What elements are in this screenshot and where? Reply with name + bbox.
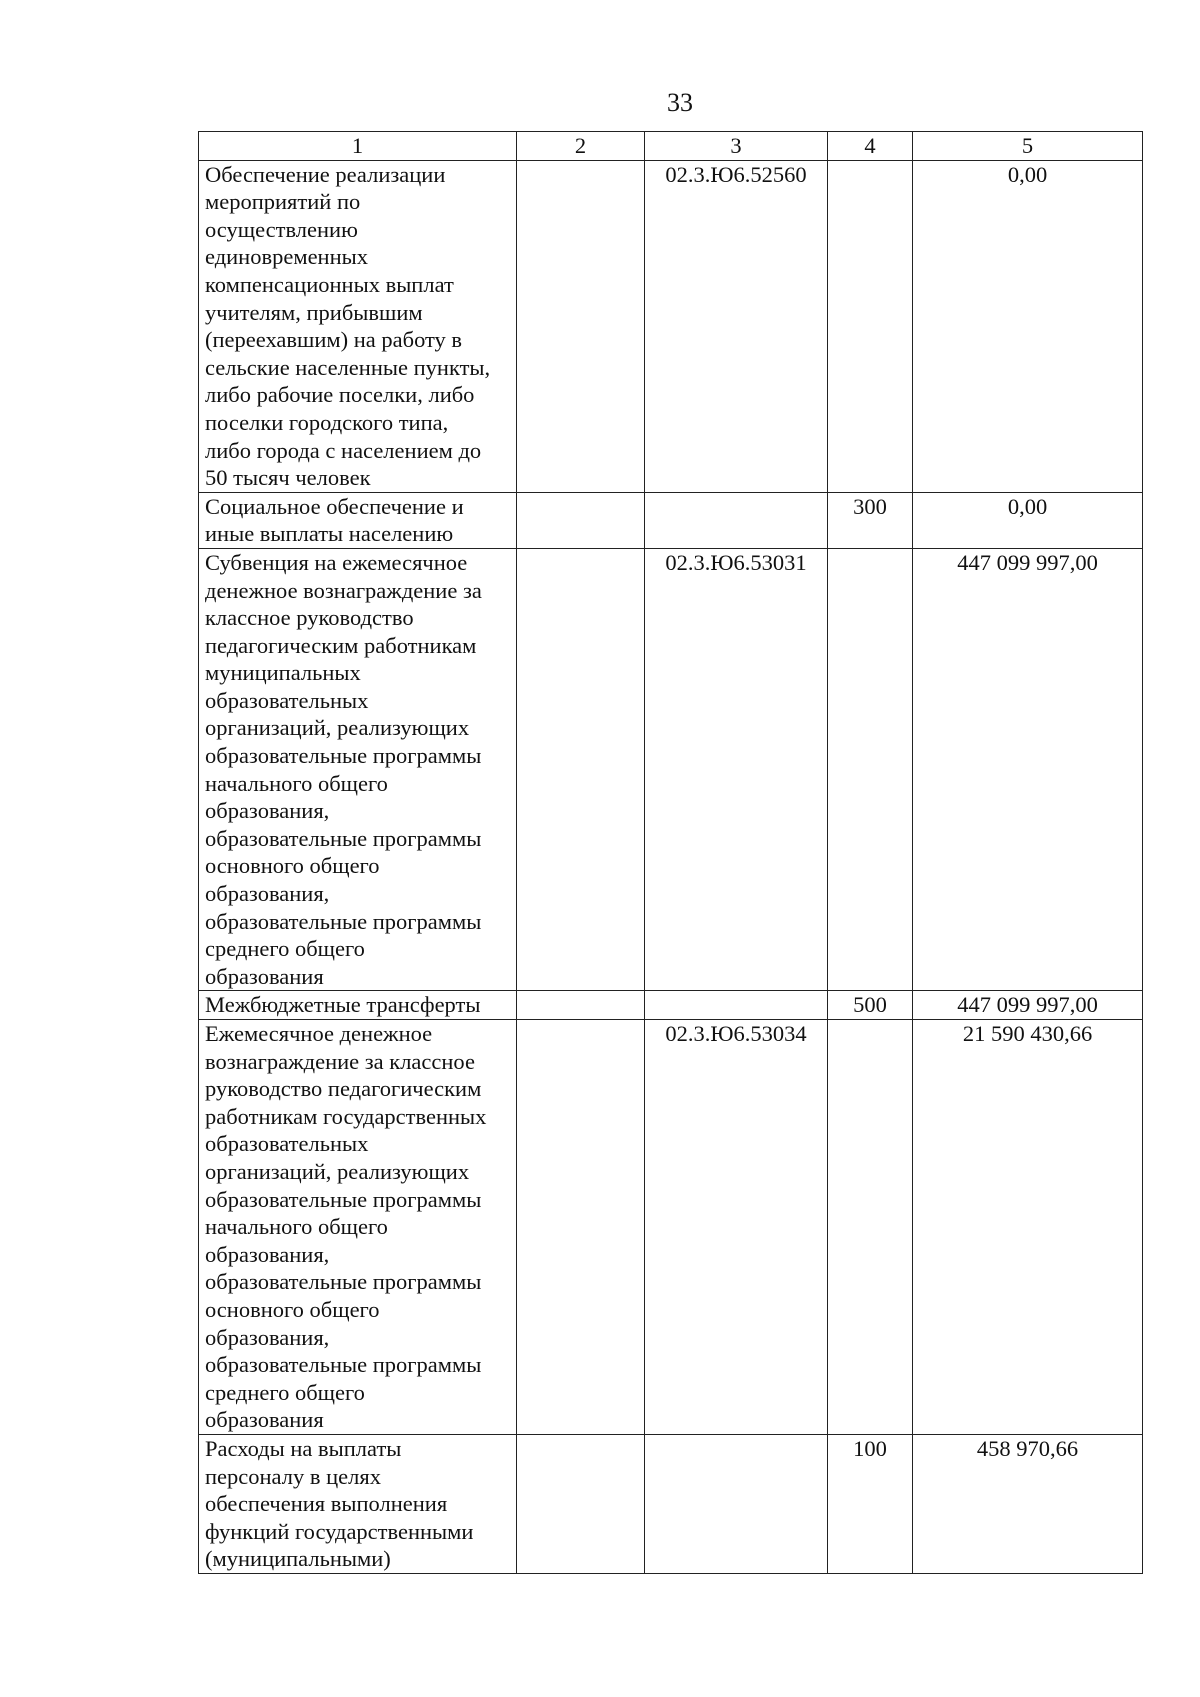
row-type-cell bbox=[828, 1020, 913, 1435]
row-code-cell bbox=[645, 1434, 828, 1573]
table-row bbox=[199, 492, 1143, 548]
row-type-cell: 300 bbox=[828, 492, 913, 548]
header-cell-5: 5 bbox=[913, 132, 1143, 161]
table-row bbox=[199, 160, 1143, 492]
budget-table bbox=[198, 131, 1143, 1574]
row-amount-cell: 458 970,66 bbox=[913, 1434, 1143, 1573]
row-type-cell bbox=[828, 160, 913, 492]
row-col2-cell bbox=[517, 1434, 645, 1573]
row-type-cell: 100 bbox=[828, 1434, 913, 1573]
row-type-cell: 500 bbox=[828, 991, 913, 1020]
row-code-cell: 02.3.Ю6.52560 bbox=[645, 160, 828, 492]
row-col2-cell bbox=[517, 1020, 645, 1435]
row-name-cell: Межбюджетные трансферты bbox=[199, 991, 517, 1020]
page-number: 33 bbox=[667, 88, 693, 117]
row-col2-cell bbox=[517, 991, 645, 1020]
row-amount-cell: 447 099 997,00 bbox=[913, 991, 1143, 1020]
table-row bbox=[199, 548, 1143, 991]
header-cell-1: 1 bbox=[199, 132, 517, 161]
row-amount-cell: 0,00 bbox=[913, 492, 1143, 548]
row-code-cell: 02.3.Ю6.53031 bbox=[645, 548, 828, 991]
table-row bbox=[199, 1020, 1143, 1435]
row-col2-cell bbox=[517, 160, 645, 492]
row-type-cell bbox=[828, 548, 913, 991]
row-name-cell: Ежемесячное денежное вознаграждение за классное руководство педагогическим работникам государственных образовательных организаций, реализующих образовательные программы начального общего образования, образовательные программы основного общего образования, образовательные программы среднего общего образования bbox=[199, 1020, 517, 1435]
row-name-cell: Расходы на выплаты персоналу в целях обеспечения выполнения функций государственными (муниципальными) bbox=[199, 1434, 517, 1573]
row-name-cell: Обеспечение реализации мероприятий по осуществлению единовременных компенсационных выплат учителям, прибывшим (переехавшим) на работу в сельские населенные пункты, либо рабочие поселки, либо поселки городского типа, либо города с населением до 50 тысяч человек bbox=[199, 160, 517, 492]
row-col2-cell bbox=[517, 492, 645, 548]
row-code-cell bbox=[645, 492, 828, 548]
row-amount-cell: 447 099 997,00 bbox=[913, 548, 1143, 991]
row-code-cell bbox=[645, 991, 828, 1020]
row-name-cell: Социальное обеспечение и иные выплаты населению bbox=[199, 492, 517, 548]
row-col2-cell bbox=[517, 548, 645, 991]
header-cell-4: 4 bbox=[828, 132, 913, 161]
table-row bbox=[199, 1434, 1143, 1573]
row-amount-cell: 0,00 bbox=[913, 160, 1143, 492]
row-amount-cell: 21 590 430,66 bbox=[913, 1020, 1143, 1435]
row-name-cell: Субвенция на ежемесячное денежное вознаграждение за классное руководство педагогическим работникам муниципальных образовательных организаций, реализующих образовательные программы начального общего образования, образовательные программы основного общего образования, образовательные программы среднего общего образования bbox=[199, 548, 517, 991]
header-cell-2: 2 bbox=[517, 132, 645, 161]
row-code-cell: 02.3.Ю6.53034 bbox=[645, 1020, 828, 1435]
header-cell-3: 3 bbox=[645, 132, 828, 161]
table-header-row bbox=[199, 132, 1143, 161]
table-row bbox=[199, 991, 1143, 1020]
